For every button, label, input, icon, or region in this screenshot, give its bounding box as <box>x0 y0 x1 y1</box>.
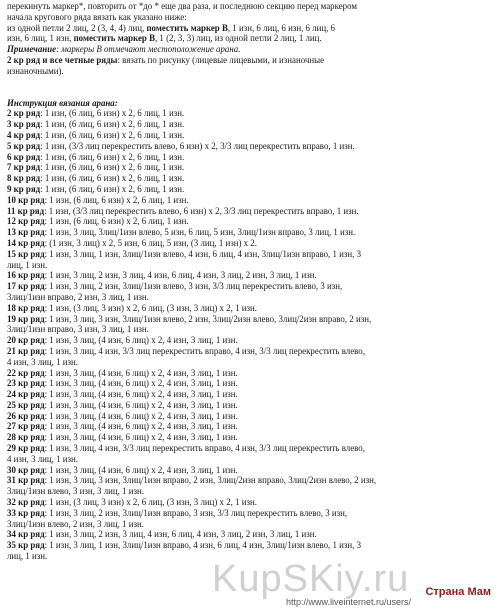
row-label: 15 кр ряд <box>7 248 45 259</box>
row-instruction <box>7 281 493 292</box>
row-instruction <box>7 152 493 163</box>
even-rows-line <box>7 55 493 66</box>
row-label: 17 кр ряд <box>7 281 45 292</box>
row-text: : 1 изн, 3 лиц, 3 изн, 3лиц/1изн влево, 2 изн, 3лиц/2изн влево, 3лиц/2изн вправо, 2 изн, <box>44 313 372 324</box>
intro-line <box>7 1 493 12</box>
row-label: 24 кр ряд <box>7 389 45 400</box>
intro-bold: поместить маркер В <box>73 33 155 44</box>
row-text: : 1 изн, (6 лиц, 6 изн) х 2, 6 лиц, 1 изн. <box>40 162 185 173</box>
row-text: : (1 изн, 3 лиц) х 2, 5 изн, 6 лиц, 5 изн, (3 лиц, 1 изн) х 2. <box>44 237 257 248</box>
intro-pre: изн, 6 лиц, 1 изн, <box>7 33 74 44</box>
row-text: : 1 изн, 3 лиц, (4 изн, 6 лиц) х 2, 4 изн, 3 лиц, 1 изн. <box>44 410 238 421</box>
row-label: 23 кр ряд <box>7 378 45 389</box>
row-label: 21 кр ряд <box>7 345 45 356</box>
row-label: 29 кр ряд <box>7 443 45 454</box>
row-text: 4 изн, 3 лиц, 1 изн. <box>7 356 78 367</box>
intro-pre: из одной петли 2 лиц, 2 (3, 4, 4) лиц, <box>7 22 147 33</box>
row-text: : 1 изн, (6 лиц, 6 изн) х 2, 6 лиц, 1 изн. <box>40 108 185 119</box>
row-instruction <box>7 378 493 389</box>
row-continuation <box>7 357 493 368</box>
row-instruction <box>7 497 493 508</box>
even-rows-label: 2 кр ряд и все четные ряды <box>7 54 118 65</box>
row-continuation <box>7 486 493 497</box>
row-instruction <box>7 540 493 551</box>
row-label: 3 кр ряд <box>7 119 41 130</box>
row-label: 33 кр ряд <box>7 507 45 518</box>
row-label: 27 кр ряд <box>7 421 45 432</box>
row-text: : 1 изн, 3 лиц, (4 изн, 6 лиц) х 2, 4 изн, 3 лиц, 1 изн. <box>44 399 238 410</box>
row-label: 6 кр ряд <box>7 151 41 162</box>
row-continuation <box>7 324 493 335</box>
row-label: 16 кр ряд <box>7 270 45 281</box>
row-instruction <box>7 346 493 357</box>
row-instruction <box>7 162 493 173</box>
intro-block <box>7 1 493 44</box>
row-label: 32 кр ряд <box>7 497 45 508</box>
row-label: 18 кр ряд <box>7 302 45 313</box>
row-instruction <box>7 529 493 540</box>
row-text: : 1 изн, (3/3 лиц перекрестить влево, 6 изн) х 2, 3/3 лиц перекрестить вправо, 1 изн. <box>44 205 359 216</box>
row-text: : 1 изн, (6 лиц, 6 изн) х 2, 6 лиц, 1 изн. <box>40 151 185 162</box>
row-label: 4 кр ряд <box>7 129 41 140</box>
row-instruction <box>7 465 493 476</box>
row-text: : 1 изн, 3 лиц, 1 изн, 3лиц/1изн вправо, 4 изн, 6 лиц, 4 изн, 3лиц/1изн влево, 1 изн, 3 <box>44 540 362 551</box>
row-label: 11 кр ряд <box>7 205 45 216</box>
row-text: : 1 изн, (3 лиц, 3 изн) х 2, 6 лиц, (3 изн, 3 лиц) х 2, 1 изн. <box>44 497 257 508</box>
row-instruction <box>7 173 493 184</box>
row-label: 28 кр ряд <box>7 432 45 443</box>
row-instruction <box>7 432 493 443</box>
row-instruction <box>7 368 493 379</box>
row-label: 31 кр ряд <box>7 475 45 486</box>
intro-line <box>7 23 493 34</box>
document-page <box>7 1 493 562</box>
row-text: лиц, 1 изн. <box>7 551 48 562</box>
row-continuation <box>7 292 493 303</box>
row-text: 3лиц/1изн влево, 2 изн, 3 лиц, 1 изн. <box>7 518 144 529</box>
row-instruction <box>7 389 493 400</box>
row-instruction <box>7 249 493 260</box>
row-text: : 1 изн, 3 лиц, 3лиц/1изн влево, 5 изн, 6 лиц, 5 изн, 3лиц/1изн вправо, 3 лиц, 1 изн. <box>44 227 356 238</box>
row-label: 22 кр ряд <box>7 367 45 378</box>
intro-line <box>7 12 493 23</box>
row-text: : 1 изн, 3 лиц, 4 изн, 3/3 лиц перекрестить вправо, 4 изн, 3/3 лиц перекрестить влево, <box>44 443 365 454</box>
row-instruction <box>7 141 493 152</box>
intro-line <box>7 33 493 44</box>
row-text: : 1 изн, 3 лиц, 3 изн, 3лиц/1изн вправо, 2 изн, 3лиц/2изн вправо, 3лиц/2изн влево, 2 изн, <box>44 475 377 486</box>
row-instruction <box>7 335 493 346</box>
row-label: 12 кр ряд <box>7 216 45 227</box>
row-text: : 1 изн, 3 лиц, 1 изн, 3лиц/1изн влево, 4 изн, 6 лиц, 4 изн, 3лиц/1изн вправо, 1 изн, 3 <box>44 248 362 259</box>
row-text: : 1 изн, (6 лиц, 6 изн) х 2, 6 лиц, 1 изн. <box>40 183 185 194</box>
row-label: 5 кр ряд <box>7 140 41 151</box>
row-instruction <box>7 508 493 519</box>
row-instruction <box>7 130 493 141</box>
row-instruction <box>7 314 493 325</box>
row-instruction <box>7 195 493 206</box>
row-text: : 1 изн, (3/3 лиц перекрестить влево, 6 изн) х 2, 3/3 лиц перекрестить вправо, 1 изн. <box>40 140 355 151</box>
row-label: 2 кр ряд <box>7 108 41 119</box>
row-label: 25 кр ряд <box>7 399 45 410</box>
row-continuation <box>7 454 493 465</box>
row-text: : 1 изн, (6 лиц, 6 изн) х 2, 6 лиц, 1 изн. <box>40 173 185 184</box>
row-instruction <box>7 270 493 281</box>
row-instruction <box>7 216 493 227</box>
row-instruction <box>7 475 493 486</box>
section-title: Инструкция вязания арана: <box>7 97 118 108</box>
url-watermark: http://www.liveinternet.ru/users/ <box>286 597 412 607</box>
row-text: : 1 изн, 3 лиц, 2 изн, 3лиц/1изн влево, 3 изн, 3/3 лиц перекрестить влево, 3 изн, <box>44 281 343 292</box>
row-label: 8 кр ряд <box>7 173 41 184</box>
row-label: 14 кр ряд <box>7 237 45 248</box>
rows-list <box>7 108 493 561</box>
row-text: 3лиц/1изн вправо, 2 изн, 3 лиц, 1 изн. <box>7 291 149 302</box>
row-continuation <box>7 260 493 271</box>
even-rows-cont: изнаночными). <box>7 65 64 76</box>
row-instruction <box>7 206 493 217</box>
row-text: : 1 изн, 3 лиц, (4 изн, 6 лиц) х 2, 4 изн, 3 лиц, 1 изн. <box>44 378 238 389</box>
row-instruction <box>7 184 493 195</box>
row-text: лиц, 1 изн. <box>7 259 48 270</box>
row-instruction <box>7 119 493 130</box>
intro-text: начала кругового ряда вязать как указано ниже: <box>7 11 187 22</box>
row-text: : 1 изн, 3 лиц, (4 изн, 6 лиц) х 2, 4 изн, 3 лиц, 1 изн. <box>44 432 238 443</box>
row-text: : 1 изн, (6 лиц, 6 изн) х 2, 6 лиц, 1 изн. <box>44 194 189 205</box>
row-label: 19 кр ряд <box>7 313 45 324</box>
even-rows-text: : вязать по рисунку (лицевые лицевыми, и изнаночные <box>117 54 325 65</box>
spacer <box>7 77 493 88</box>
row-label: 9 кр ряд <box>7 183 41 194</box>
row-text: : 1 изн, 3 лиц, 2 изн, 3 лиц, 4 изн, 6 лиц, 4 изн, 3 лиц, 2 изн, 3 лиц, 1 изн. <box>44 270 317 281</box>
row-instruction <box>7 238 493 249</box>
row-text: : 1 изн, 3 лиц, (4 изн, 6 лиц) х 2, 4 изн, 3 лиц, 1 изн. <box>44 367 238 378</box>
row-instruction <box>7 303 493 314</box>
row-text: : 1 изн, (6 лиц, 6 изн) х 2, 6 лиц, 1 изн. <box>40 119 185 130</box>
note-text: : маркеры В отмечают местоположение арана. <box>56 44 241 55</box>
row-instruction <box>7 411 493 422</box>
watermark: KupSKiy.ru <box>212 558 410 600</box>
row-text: : 1 изн, 3 лиц, (4 изн, 6 лиц) х 2, 4 изн, 3 лиц, 1 изн. <box>44 335 238 346</box>
row-label: 26 кр ряд <box>7 410 45 421</box>
row-instruction <box>7 421 493 432</box>
row-label: 35 кр ряд <box>7 540 45 551</box>
intro-post: , 1 изн, 6 лиц, 6 изн, 6 лиц, 6 <box>227 22 335 33</box>
row-text: 4 изн, 3 лиц, 1 изн. <box>7 453 78 464</box>
row-text: 3лиц/1изн влево, 3 изн, 3 лиц, 1 изн. <box>7 486 144 497</box>
row-text: : 1 изн, 3 лиц, 2 изн, 3лиц/1изн вправо, 3 изн, 3/3 лиц перекрестить влево, 3 изн, <box>44 507 348 518</box>
row-instruction <box>7 400 493 411</box>
note-line <box>7 44 493 55</box>
row-instruction <box>7 227 493 238</box>
row-continuation <box>7 519 493 530</box>
row-label: 34 кр ряд <box>7 529 45 540</box>
row-label: 10 кр ряд <box>7 194 45 205</box>
row-text: : 1 изн, 3 лиц, 2 изн, 3 лиц, 4 изн, 6 лиц, 4 изн, 3 лиц, 2 изн, 3 лиц, 1 изн. <box>44 529 317 540</box>
row-label: 30 кр ряд <box>7 464 45 475</box>
intro-post: , 1 (2, 3, 3) лиц, из одной петли 2 лиц, 1 лиц. <box>154 33 322 44</box>
row-text: : 1 изн, (6 лиц, 6 изн) х 2, 6 лиц, 1 изн. <box>40 129 185 140</box>
row-instruction <box>7 108 493 119</box>
row-text: 3лиц/1изн вправо, 3 изн, 3 лиц, 1 изн. <box>7 324 149 335</box>
intro-bold: поместить маркер В <box>146 22 228 33</box>
row-text: : 1 изн, 3 лиц, (4 изн, 6 лиц) х 2, 4 изн, 3 лиц, 1 изн. <box>44 464 238 475</box>
intro-text: перекинуть маркер*, повторить от *до * еще два раза, и последнюю секцию перед маркером <box>7 1 357 11</box>
row-label: 7 кр ряд <box>7 162 41 173</box>
row-text: : 1 изн, (3 лиц, 3 изн) х 2, 6 лиц, (3 изн, 3 лиц) х 2, 1 изн. <box>44 302 257 313</box>
note-label: Примечание <box>7 44 57 55</box>
row-text: : 1 изн, 3 лиц, (4 изн, 6 лиц) х 2, 4 изн, 3 лиц, 1 изн. <box>44 421 238 432</box>
row-label: 20 кр ряд <box>7 335 45 346</box>
row-text: : 1 изн, 3 лиц, (4 изн, 6 лиц) х 2, 4 изн, 3 лиц, 1 изн. <box>44 389 238 400</box>
row-instruction <box>7 443 493 454</box>
row-text: : 1 изн, (6 лиц, 6 изн) х 2, 6 лиц, 1 изн. <box>44 216 189 227</box>
row-text: : 1 изн, 3 лиц, 4 изн, 3/3 лиц перекрестить вправо, 4 изн, 3/3 лиц перекрестить влево, <box>44 345 365 356</box>
site-watermark: Страна Мам <box>425 586 491 598</box>
row-label: 13 кр ряд <box>7 227 45 238</box>
